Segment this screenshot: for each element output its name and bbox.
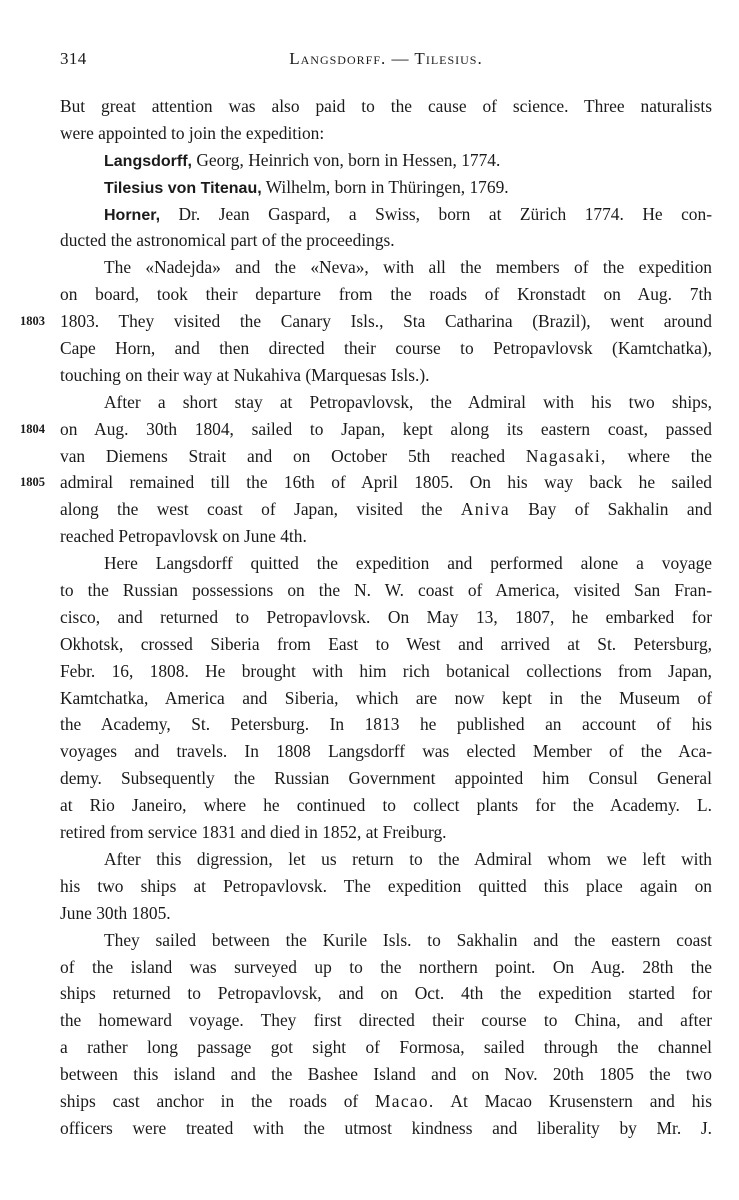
text-line: ships returned to Petropavlovsk, and on Oct. 4th the expedition started for (60, 983, 712, 1004)
margin-year-1805: 1805 (20, 475, 45, 490)
text-line (60, 496, 712, 523)
text-line: retired from service 1831 and died in 1852, at Freiburg. (60, 822, 447, 843)
place-nagasaki: Nagasaki, (525, 445, 607, 466)
text-line: Here Langsdorff quitted the expedition and performed alone a voyage (104, 553, 712, 574)
name-langsdorff: Langsdorff, (104, 152, 192, 170)
text-line: After this digression, let us return to the Admiral whom we left with (104, 848, 712, 869)
text-segment: van Diemens Strait and on October 5th reached (60, 445, 526, 466)
name-detail: Wilhelm, born in Thüringen, 1769. (265, 176, 509, 197)
text-segment: along the west coast of Japan, visited the (60, 499, 461, 520)
page-number: 314 (60, 49, 87, 68)
text-line: on board, took their departure from the roads of Kronstadt on Aug. 7th (60, 284, 712, 305)
text-line-1805 (20, 469, 712, 496)
text-line: Febr. 16, 1808. He brought with him rich botanical collections from Japan, (60, 660, 712, 681)
text-line (60, 1088, 712, 1115)
text-line: on Aug. 30th 1804, sailed to Japan, kept along its eastern coast, passed (60, 418, 712, 439)
name-detail: Dr. Jean Gaspard, a Swiss, born at Zürich 1774. He con- (178, 203, 712, 224)
running-title: Langsdorff. — Tilesius. (289, 49, 483, 68)
body-text (20, 93, 713, 1142)
text-line: They sailed between the Kurile Isls. to Sakhalin and the eastern coast (104, 929, 712, 950)
text-line: were appointed to join the expedition: (60, 122, 325, 143)
text-line: The «Nadejda» and the «Neva», with all the members of the expedition (104, 257, 712, 278)
text-line: But great attention was also paid to the cause of science. Three naturalists (60, 96, 712, 116)
place-aniva: Aniva (460, 499, 510, 520)
text-line: officers were treated with the utmost kindness and liberality by Mr. J. (60, 1117, 712, 1138)
text-line: After a short stay at Petropavlovsk, the Admiral with his two ships, (104, 391, 712, 412)
text-segment: At Macao Krusenstern and his (434, 1090, 712, 1111)
text-line: voyages and travels. In 1808 Langsdorff was elected Member of the Aca- (60, 741, 712, 762)
page-header (60, 49, 712, 73)
text-line: at Rio Janeiro, where he continued to collect plants for the Academy. L. (60, 795, 712, 816)
text-line: Cape Horn, and then directed their course to Petropavlovsk (Kamtchatka), (60, 338, 712, 359)
text-segment: where the (606, 445, 712, 466)
place-macao: Macao. (375, 1090, 435, 1111)
text-line-1803 (20, 308, 712, 335)
margin-year-1803: 1803 (20, 314, 45, 329)
text-line: ducted the astronomical part of the proceedings. (60, 230, 395, 251)
text-line: the Academy, St. Petersburg. In 1813 he published an account of his (60, 714, 712, 735)
name-tilesius: Tilesius von Titenau, (104, 179, 262, 197)
name-entry-tilesius (60, 174, 712, 201)
text-line: touching on their way at Nukahiva (Marquesas Isls.). (60, 364, 430, 385)
text-line: Okhotsk, crossed Siberia from East to West and arrived at St. Petersburg, (60, 633, 712, 654)
text-line-1804 (20, 416, 712, 443)
text-line: a rather long passage got sight of Formosa, sailed through the channel (60, 1037, 712, 1058)
text-line: Kamtchatka, America and Siberia, which are now kept in the Museum of (60, 687, 712, 708)
text-line: of the island was surveyed up to the northern point. On Aug. 28th the (60, 956, 712, 977)
margin-year-1804: 1804 (20, 421, 45, 436)
name-horner: Horner, (104, 206, 161, 224)
text-line (60, 443, 712, 470)
text-line: 1803. They visited the Canary Isls., Sta Catharina (Brazil), went around (60, 311, 712, 332)
text-line: June 30th 1805. (60, 902, 171, 923)
name-entry-langsdorff (60, 147, 712, 174)
text-line: between this island and the Bashee Island and on Nov. 20th 1805 the two (60, 1064, 712, 1085)
text-line: admiral remained till the 16th of April 1805. On his way back he sailed (60, 472, 712, 493)
name-entry-horner (60, 201, 712, 228)
text-line: the homeward voyage. They first directed their course to China, and after (60, 1010, 712, 1031)
text-segment: ships cast anchor in the roads of (60, 1090, 376, 1111)
text-line: cisco, and returned to Petropavlovsk. On May 13, 1807, he embarked for (60, 606, 712, 627)
text-line: to the Russian possessions on the N. W. coast of America, visited San Fran- (60, 580, 712, 601)
text-line: reached Petropavlovsk on June 4th. (60, 526, 307, 547)
text-segment: Bay of Sakhalin and (509, 499, 713, 520)
text-line: his two ships at Petropavlovsk. The expedition quitted this place again on (60, 875, 712, 896)
name-detail: Georg, Heinrich von, born in Hessen, 1774. (196, 149, 501, 170)
text-line: demy. Subsequently the Russian Government appointed him Consul General (60, 768, 712, 789)
